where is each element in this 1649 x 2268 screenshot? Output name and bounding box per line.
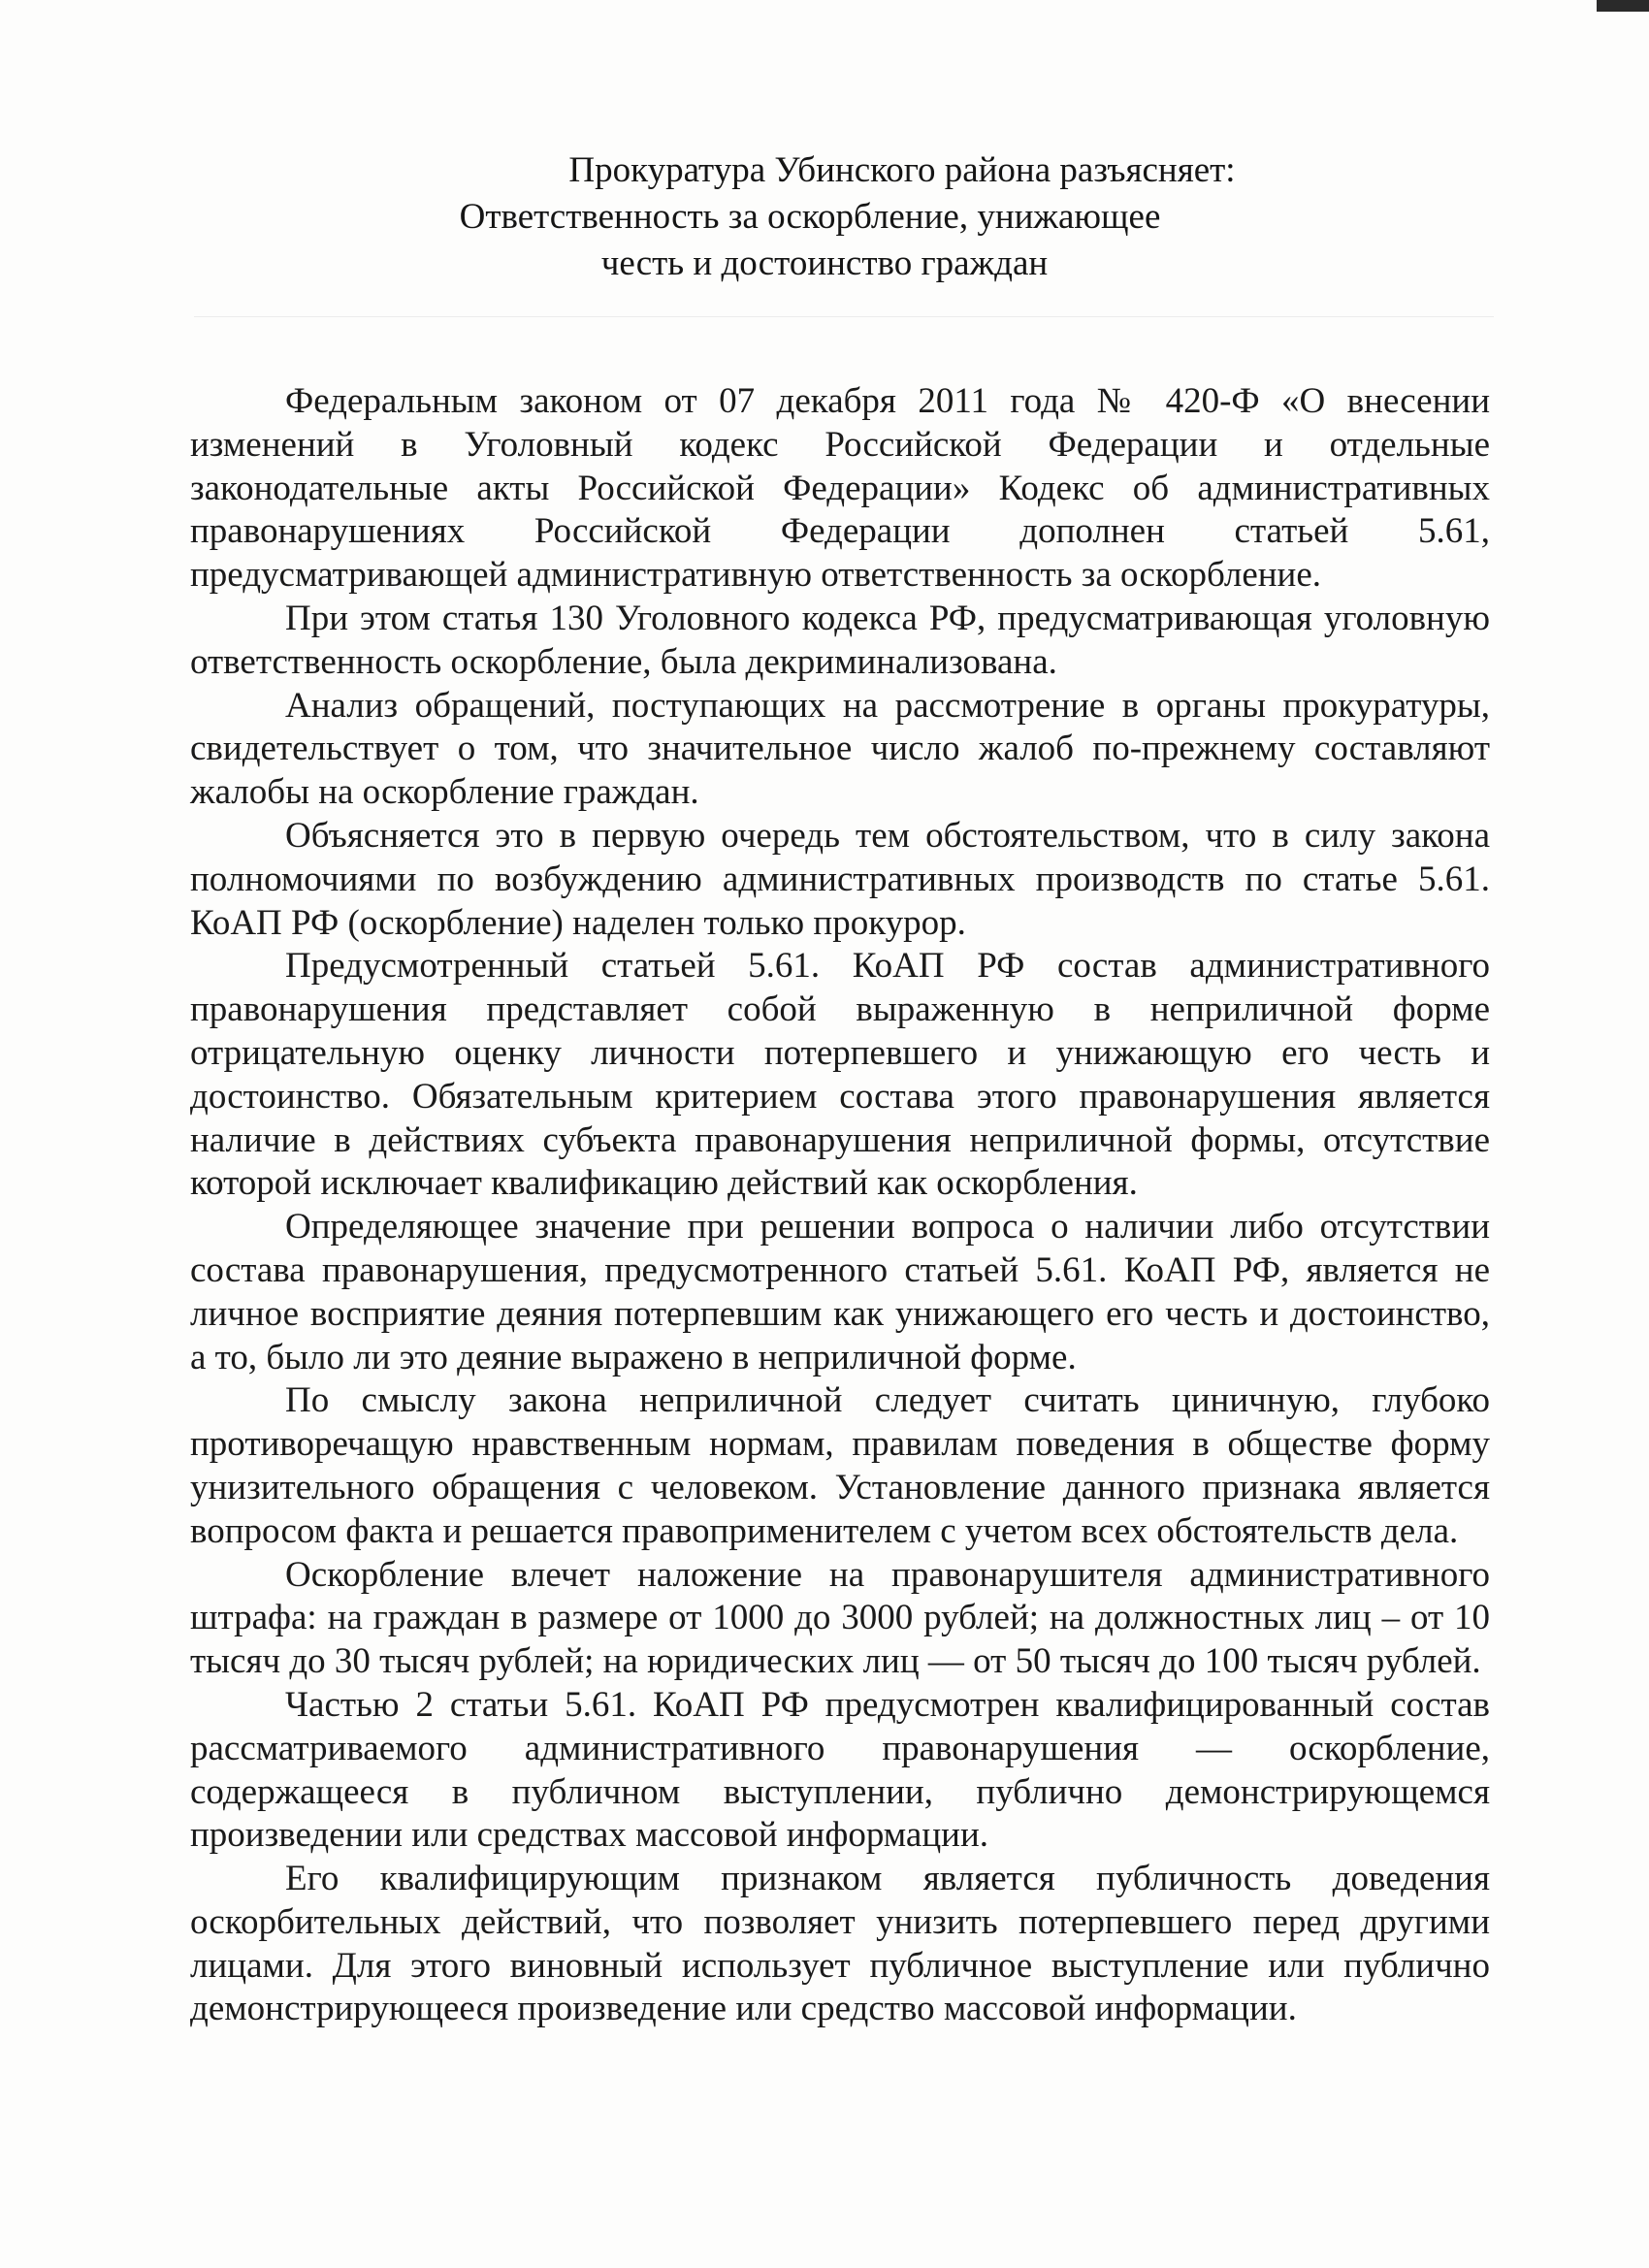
paragraph: При этом статья 130 Уголовного кодекса РФ, предусматривающая уголовную ответственность оскорбление, была декриминализована.	[190, 598, 1490, 682]
paragraph: По смыслу закона неприличной следует считать циничную, глубоко противоречащую нравственным нормам, правилам поведения в обществе форму унизительного обращения с человеком. Установление данного признака является вопросом факта и решается правоприменителем с учетом всех обстоятельств дела.	[190, 1380, 1490, 1551]
document-title	[291, 147, 1358, 287]
paragraph: Оскорбление влечет наложение на правонарушителя административного штрафа: на граждан в размере от 1000 до 3000 рублей; на должностных лиц – от 10 тысяч до 30 тысяч рублей; на юридических лиц — от 50 тысяч до 100 тысяч рублей.	[190, 1554, 1490, 1682]
document-body	[190, 380, 1490, 2031]
title-line-2: Ответственность за оскорбление, унижающее	[459, 197, 1161, 237]
title-line-1: Прокуратура Убинского района разъясняет:	[568, 150, 1236, 190]
paragraph: Федеральным законом от 07 декабря 2011 года № 420-Ф «О внесении изменений в Уголовный кодекс Российской Федерации и отдельные законодательные акты Российской Федерации» Кодекс об административных правонарушениях Российской Федерации дополнен статьей 5.61, предусматривающей административную ответственность за оскорбление.	[190, 381, 1490, 596]
scan-corner-mark	[1597, 0, 1649, 12]
paragraph: Частью 2 статьи 5.61. КоАП РФ предусмотрен квалифицированный состав рассматриваемого административного правонарушения — оскорбление, содержащееся в публичном выступлении, публично демонстрирующемся произведении или средствах массовой информации.	[190, 1684, 1490, 1856]
title-line-3: честь и достоинство граждан	[600, 243, 1049, 283]
paragraph: Определяющее значение при решении вопроса о наличии либо отсутствии состава правонарушения, предусмотренного статьей 5.61. КоАП РФ, является не личное восприятие деяния потерпевшим как унижающего его честь и достоинство, а то, было ли это деяние выражено в неприличной форме.	[190, 1207, 1490, 1377]
title-divider	[194, 316, 1494, 317]
paragraph: Предусмотренный статьей 5.61. КоАП РФ состав административного правонарушения представляет собой выраженную в неприличной форме отрицательную оценку личности потерпевшего и унижающую его честь и достоинство. Обязательным критерием состава этого правонарушения является наличие в действиях субъекта правонарушения неприличной формы, отсутствие которой исключает квалификацию действий как оскорбления.	[190, 946, 1490, 1204]
paragraph: Объясняется это в первую очередь тем обстоятельством, что в силу закона полномочиями по возбуждению административных производств по статье 5.61. КоАП РФ (оскорбление) наделен только прокурор.	[190, 815, 1490, 943]
paragraph: Анализ обращений, поступающих на рассмотрение в органы прокуратуры, свидетельствует о том, что значительное число жалоб по-прежнему составляют жалобы на оскорбление граждан.	[190, 685, 1490, 813]
paragraph: Его квалифицирующим признаком является публичность доведения оскорбительных действий, что позволяет унизить потерпевшего перед другими лицами. Для этого виновный использует публичное выступление или публично демонстрирующееся произведение или средство массовой информации.	[190, 1859, 1490, 2029]
